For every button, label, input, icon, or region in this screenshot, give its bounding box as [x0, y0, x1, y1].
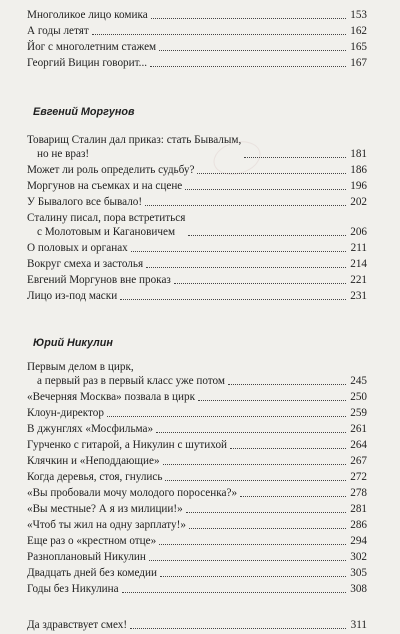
dot-leader [122, 592, 346, 593]
dot-leader [156, 432, 346, 433]
toc-page-number: 202 [350, 196, 367, 208]
toc-entry-title [27, 406, 104, 420]
toc-entry [27, 257, 367, 271]
toc-entry [27, 211, 367, 239]
toc-entry-title-line: Первым делом в цирк, [27, 361, 134, 373]
toc-entry-title [27, 163, 194, 177]
toc-entry-title [27, 24, 89, 38]
toc-entry [27, 163, 367, 177]
toc-entry [27, 582, 367, 596]
toc-entry-title-line: Георгий Вицин говорит... [27, 57, 148, 69]
dot-leader [159, 50, 346, 51]
toc-entry-title-line: Да здравствует смех! [27, 619, 128, 631]
toc-entry [27, 8, 367, 22]
toc-entry [27, 502, 367, 516]
toc-entry-title [27, 360, 225, 388]
dot-leader [120, 299, 346, 300]
toc-entry-title [27, 566, 157, 580]
toc-entry-title [27, 195, 142, 209]
toc-entry [27, 406, 367, 420]
toc-entry-title-line: Клоун-директор [27, 407, 104, 419]
dot-leader [92, 34, 346, 35]
toc-page-number: 272 [350, 471, 367, 483]
toc-entry-title-line: Евгений Моргунов вне проказ [27, 274, 171, 286]
toc-section [27, 8, 367, 70]
dot-leader [174, 283, 346, 284]
toc-entry-title [27, 518, 186, 532]
toc-page-number: 261 [350, 423, 367, 435]
section-heading: Юрий Никулин [33, 337, 113, 349]
toc-entry [27, 241, 367, 255]
dot-leader [107, 416, 346, 417]
toc-page-number: 281 [350, 503, 367, 515]
toc-entry [27, 360, 367, 388]
toc-entry [27, 550, 367, 564]
dot-leader [149, 560, 346, 561]
toc-entry-title-line: Вокруг смеха и застолья [27, 258, 144, 270]
section-heading: Евгений Моргунов [33, 106, 135, 118]
toc-entry-title [27, 133, 241, 161]
toc-entry-title [27, 550, 146, 564]
toc-entry [27, 518, 367, 532]
toc-entry-title-line: Может ли роль определить судьбу? [27, 164, 195, 176]
dot-leader [130, 628, 346, 629]
toc-page-number: 302 [350, 551, 367, 563]
toc-page-number: 245 [350, 375, 367, 387]
toc-entry-title [27, 422, 153, 436]
toc-entry-title-line: Сталину писал, пора встретиться [27, 212, 186, 224]
toc-entry-title-line: «Вы местные? А я из милиции!» [27, 503, 183, 515]
toc-entry [27, 422, 367, 436]
toc-entry-title-line: Моргунов на съемках и на сцене [27, 180, 183, 192]
toc-page-number: 264 [350, 439, 367, 451]
dot-leader [198, 400, 346, 401]
toc-entry [27, 390, 367, 404]
toc-entry-title [27, 502, 183, 516]
toc-entry [27, 566, 367, 580]
toc-entry-title-line: Гурченко с гитарой, а Никулин с шутихой [27, 439, 228, 451]
toc-entry-title [27, 40, 156, 54]
toc-entry-title-line: с Молотовым и Кагановичем [37, 226, 176, 238]
toc-entry [27, 618, 367, 632]
toc-page-number: 308 [350, 583, 367, 595]
toc-entry-title [27, 390, 195, 404]
toc-page-number: 259 [350, 407, 367, 419]
dot-leader [165, 480, 346, 481]
toc-entry-title [27, 56, 147, 70]
toc-entry-title-line: но не враз! [37, 148, 90, 160]
dot-leader [185, 189, 346, 190]
toc-entry-title-line: Товарищ Сталин дал приказ: стать Бывалым, [27, 134, 242, 146]
toc-entry-title-line: Двадцать дней без комедии [27, 567, 157, 579]
toc-page-number: 196 [350, 180, 367, 192]
toc-entry-title [27, 8, 148, 22]
toc-entry [27, 56, 367, 70]
toc-section [27, 133, 367, 303]
dot-leader [151, 18, 346, 19]
toc-entry [27, 195, 367, 209]
toc-page-number: 250 [350, 391, 367, 403]
toc-entry-title-line: а первый раз в первый класс уже потом [37, 375, 226, 387]
toc-entry-title [27, 582, 119, 596]
toc-page-number: 167 [350, 57, 367, 69]
toc-entry [27, 133, 367, 161]
toc-page-number: 186 [350, 164, 367, 176]
toc-entry [27, 486, 367, 500]
toc-entry-title-line: Многоликое лицо комика [27, 9, 148, 21]
toc-page-number: 165 [350, 41, 367, 53]
toc-entry-title-line: Клячкин и «Неподдающие» [27, 455, 160, 467]
dot-leader [188, 235, 346, 236]
toc-page-number: 162 [350, 25, 367, 37]
table-of-contents [27, 8, 367, 634]
toc-page-number: 206 [350, 226, 367, 238]
toc-entry-title [27, 470, 162, 484]
toc-entry [27, 438, 367, 452]
dot-leader [240, 496, 346, 497]
toc-entry-title [27, 438, 227, 452]
dot-leader [160, 576, 346, 577]
toc-entry [27, 24, 367, 38]
dot-leader [230, 448, 346, 449]
toc-entry [27, 273, 367, 287]
toc-page-number: 286 [350, 519, 367, 531]
toc-page-number: 267 [350, 455, 367, 467]
toc-entry-title-line: «Вечерняя Москва» позвала в цирк [27, 391, 196, 403]
dot-leader [163, 464, 346, 465]
dot-leader [197, 173, 346, 174]
toc-entry [27, 40, 367, 54]
toc-entry-title [27, 618, 127, 632]
toc-section [27, 618, 367, 632]
toc-page-number: 181 [350, 148, 367, 160]
dot-leader [146, 267, 346, 268]
toc-entry-title [27, 273, 171, 287]
dot-leader [131, 251, 346, 252]
toc-entry [27, 534, 367, 548]
toc-entry-title-line: Еще раз о «крестном отце» [27, 535, 157, 547]
toc-entry-title-line: Разноплановый Никулин [27, 551, 146, 563]
toc-entry [27, 454, 367, 468]
toc-page-number: 311 [350, 619, 367, 631]
toc-page-number: 278 [350, 487, 367, 499]
toc-entry-title [27, 179, 182, 193]
dot-leader [150, 66, 346, 67]
toc-page-number: 211 [350, 242, 367, 254]
dot-leader [228, 384, 346, 385]
dot-leader [186, 512, 346, 513]
toc-entry-title-line: Йог с многолетним стажем [27, 41, 157, 53]
toc-entry-title [27, 211, 185, 239]
toc-page-number: 305 [350, 567, 367, 579]
toc-entry-title [27, 486, 237, 500]
toc-entry-title [27, 257, 143, 271]
toc-page-number: 214 [350, 258, 367, 270]
dot-leader [244, 157, 346, 158]
toc-entry-title [27, 454, 160, 468]
toc-page-number: 294 [350, 535, 367, 547]
toc-entry [27, 289, 367, 303]
toc-entry-title-line: Лицо из-под маски [27, 290, 118, 302]
toc-entry-title-line: «Чтоб ты жил на одну зарплату!» [27, 519, 186, 531]
toc-entry-title-line: О половых и органах [27, 242, 128, 254]
toc-entry [27, 470, 367, 484]
toc-entry-title-line: В джунглях «Мосфильма» [27, 423, 154, 435]
dot-leader [145, 205, 346, 206]
toc-page-number: 221 [350, 274, 367, 286]
toc-entry [27, 179, 367, 193]
dot-leader [159, 544, 346, 545]
dot-leader [189, 528, 346, 529]
toc-entry-title-line: А годы летят [27, 25, 89, 37]
toc-entry-title-line: Годы без Никулина [27, 583, 119, 595]
toc-entry-title [27, 289, 117, 303]
toc-entry-title-line: Когда деревья, стоя, гнулись [27, 471, 163, 483]
toc-page-number: 153 [350, 9, 367, 21]
toc-page-number: 231 [350, 290, 367, 302]
toc-entry-title-line: У Бывалого все бывало! [27, 196, 143, 208]
toc-entry-title [27, 534, 156, 548]
toc-entry-title-line: «Вы пробовали мочу молодого поросенка?» [27, 487, 238, 499]
toc-entry-title [27, 241, 128, 255]
toc-section [27, 360, 367, 596]
